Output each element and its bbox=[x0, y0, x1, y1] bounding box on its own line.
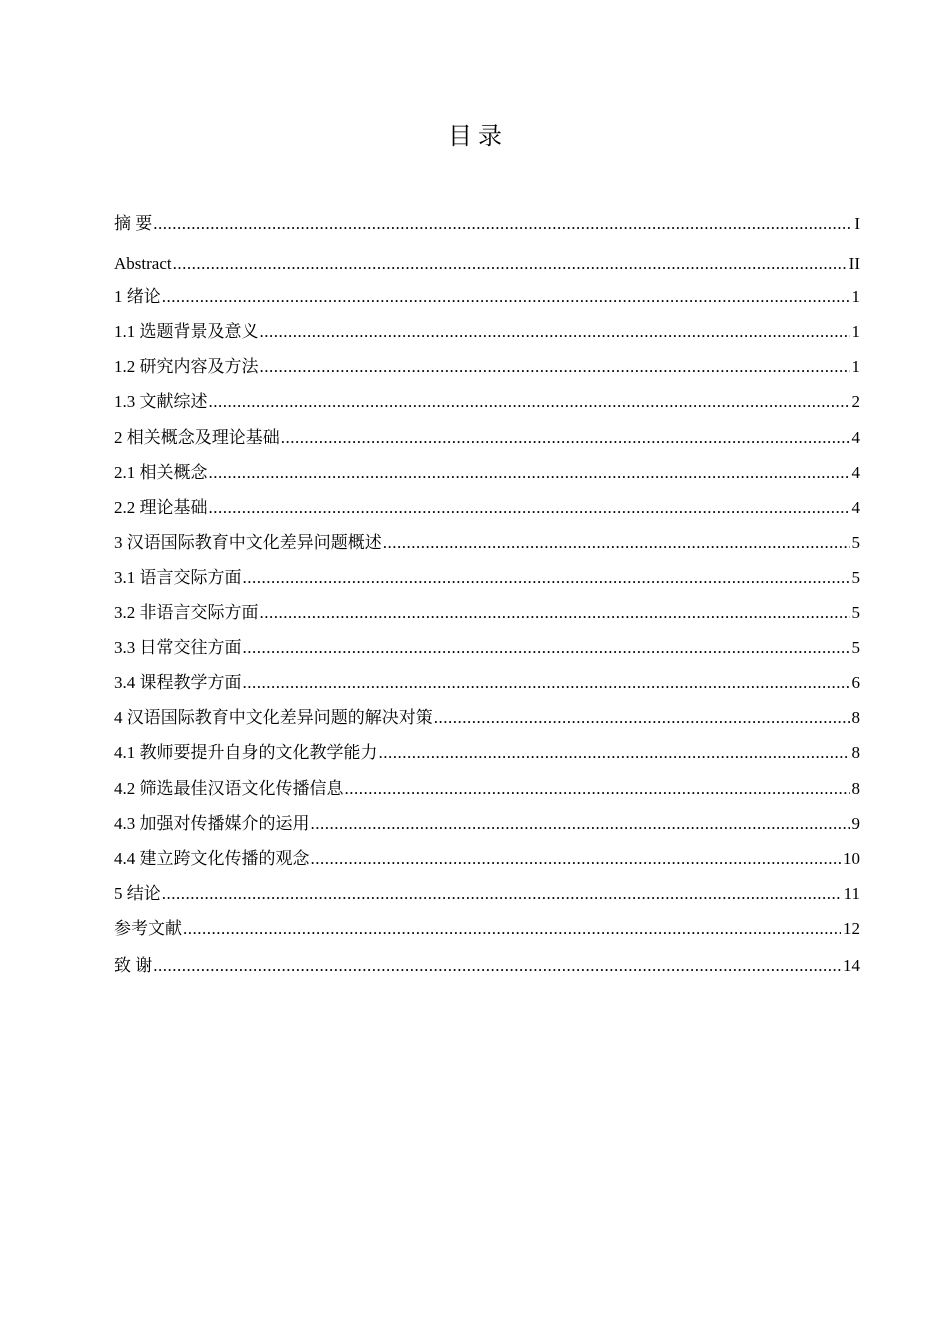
toc-entry-section-4-4[interactable] bbox=[114, 847, 860, 871]
toc-label: Abstract bbox=[114, 254, 172, 273]
toc-leader-dots bbox=[153, 954, 841, 978]
toc-page-number: 5 bbox=[851, 603, 860, 622]
toc-entry-chapter-4[interactable] bbox=[114, 706, 860, 730]
toc-label: 3.3 日常交往方面 bbox=[114, 638, 242, 657]
toc-entry-section-3-4[interactable] bbox=[114, 671, 860, 695]
toc-leader-dots bbox=[162, 882, 842, 906]
toc-entry-section-4-1[interactable] bbox=[114, 741, 860, 765]
toc-page-number: 4 bbox=[851, 463, 860, 482]
toc-leader-dots bbox=[243, 636, 850, 660]
toc-page-number: 4 bbox=[851, 498, 860, 517]
toc-leader-dots bbox=[173, 252, 847, 276]
toc-page-number: 10 bbox=[843, 849, 860, 868]
toc-leader-dots bbox=[162, 285, 850, 309]
toc-page-number: 8 bbox=[851, 779, 860, 798]
toc-entry-abstract-en[interactable] bbox=[114, 252, 860, 276]
toc-page-number: 1 bbox=[851, 357, 860, 376]
toc-entry-section-3-3[interactable] bbox=[114, 636, 860, 660]
toc-leader-dots bbox=[153, 212, 852, 236]
toc-leader-dots bbox=[383, 531, 850, 555]
page-title: 目 录 bbox=[448, 124, 502, 150]
toc-page-number: 8 bbox=[851, 743, 860, 762]
toc-page-number: 9 bbox=[851, 814, 860, 833]
toc-entry-section-3-2[interactable] bbox=[114, 601, 860, 625]
toc-leader-dots bbox=[260, 320, 850, 344]
toc-leader-dots bbox=[183, 917, 841, 941]
toc-leader-dots bbox=[243, 671, 850, 695]
toc-page-number: 14 bbox=[843, 956, 860, 975]
toc-leader-dots bbox=[311, 847, 842, 871]
toc-label: 1.1 选题背景及意义 bbox=[114, 322, 259, 341]
toc-page-number: 8 bbox=[851, 708, 860, 727]
toc-entry-section-4-2[interactable] bbox=[114, 777, 860, 801]
toc-page-number: 2 bbox=[851, 392, 860, 411]
toc-entry-chapter-5[interactable] bbox=[114, 882, 860, 906]
toc-leader-dots bbox=[434, 706, 850, 730]
toc-label: 1 绪论 bbox=[114, 287, 161, 306]
toc-page-number: 5 bbox=[851, 638, 860, 657]
toc-page-number: 1 bbox=[851, 322, 860, 341]
toc-label: 3.2 非语言交际方面 bbox=[114, 603, 259, 622]
toc-label: 1.2 研究内容及方法 bbox=[114, 357, 259, 376]
toc-entry-section-4-3[interactable] bbox=[114, 812, 860, 836]
toc-page-number: 1 bbox=[851, 287, 860, 306]
toc-label: 2 相关概念及理论基础 bbox=[114, 428, 280, 447]
toc-page-number: II bbox=[848, 254, 860, 273]
toc-leader-dots bbox=[209, 390, 850, 414]
toc-entry-section-3-1[interactable] bbox=[114, 566, 860, 590]
toc-entry-chapter-2[interactable] bbox=[114, 426, 860, 450]
toc-entry-section-1-1[interactable] bbox=[114, 320, 860, 344]
toc-leader-dots bbox=[260, 601, 850, 625]
toc-entry-abstract-cn[interactable] bbox=[114, 212, 860, 236]
toc-label: 摘 要 bbox=[114, 214, 153, 233]
toc-entry-chapter-3[interactable] bbox=[114, 531, 860, 555]
toc-label: 4.1 教师要提升自身的文化教学能力 bbox=[114, 743, 378, 762]
toc-entry-acknowledgements[interactable] bbox=[114, 954, 860, 978]
toc-label: 2.2 理论基础 bbox=[114, 498, 208, 517]
toc-leader-dots bbox=[209, 461, 850, 485]
toc-label: 参考文献 bbox=[114, 919, 182, 938]
toc-page-number: 11 bbox=[843, 884, 860, 903]
toc-leader-dots bbox=[260, 355, 850, 379]
toc-label: 4.3 加强对传播媒介的运用 bbox=[114, 814, 310, 833]
toc-leader-dots bbox=[345, 777, 850, 801]
toc-entry-references[interactable] bbox=[114, 917, 860, 941]
toc-leader-dots bbox=[243, 566, 850, 590]
toc-label: 4 汉语国际教育中文化差异问题的解决对策 bbox=[114, 708, 433, 727]
toc-entry-chapter-1[interactable] bbox=[114, 285, 860, 309]
toc-page-number: 5 bbox=[851, 568, 860, 587]
toc-page-number: I bbox=[854, 214, 860, 233]
toc-page-number: 4 bbox=[851, 428, 860, 447]
toc-label: 1.3 文献综述 bbox=[114, 392, 208, 411]
toc-entry-section-2-2[interactable] bbox=[114, 496, 860, 520]
toc-entry-section-2-1[interactable] bbox=[114, 461, 860, 485]
toc-label: 3 汉语国际教育中文化差异问题概述 bbox=[114, 533, 382, 552]
toc-leader-dots bbox=[379, 741, 850, 765]
toc-label: 5 结论 bbox=[114, 884, 161, 903]
toc-label: 2.1 相关概念 bbox=[114, 463, 208, 482]
toc-leader-dots bbox=[281, 426, 850, 450]
toc-page-number: 6 bbox=[851, 673, 860, 692]
toc-entry-section-1-3[interactable] bbox=[114, 390, 860, 414]
toc-label: 4.2 筛选最佳汉语文化传播信息 bbox=[114, 779, 344, 798]
toc-label: 3.1 语言交际方面 bbox=[114, 568, 242, 587]
toc-leader-dots bbox=[209, 496, 850, 520]
toc-leader-dots bbox=[311, 812, 850, 836]
toc-page-number: 12 bbox=[843, 919, 860, 938]
toc-label: 3.4 课程教学方面 bbox=[114, 673, 242, 692]
toc-page-number: 5 bbox=[851, 533, 860, 552]
toc-entry-section-1-2[interactable] bbox=[114, 355, 860, 379]
toc-label: 4.4 建立跨文化传播的观念 bbox=[114, 849, 310, 868]
toc-label: 致 谢 bbox=[114, 956, 153, 975]
